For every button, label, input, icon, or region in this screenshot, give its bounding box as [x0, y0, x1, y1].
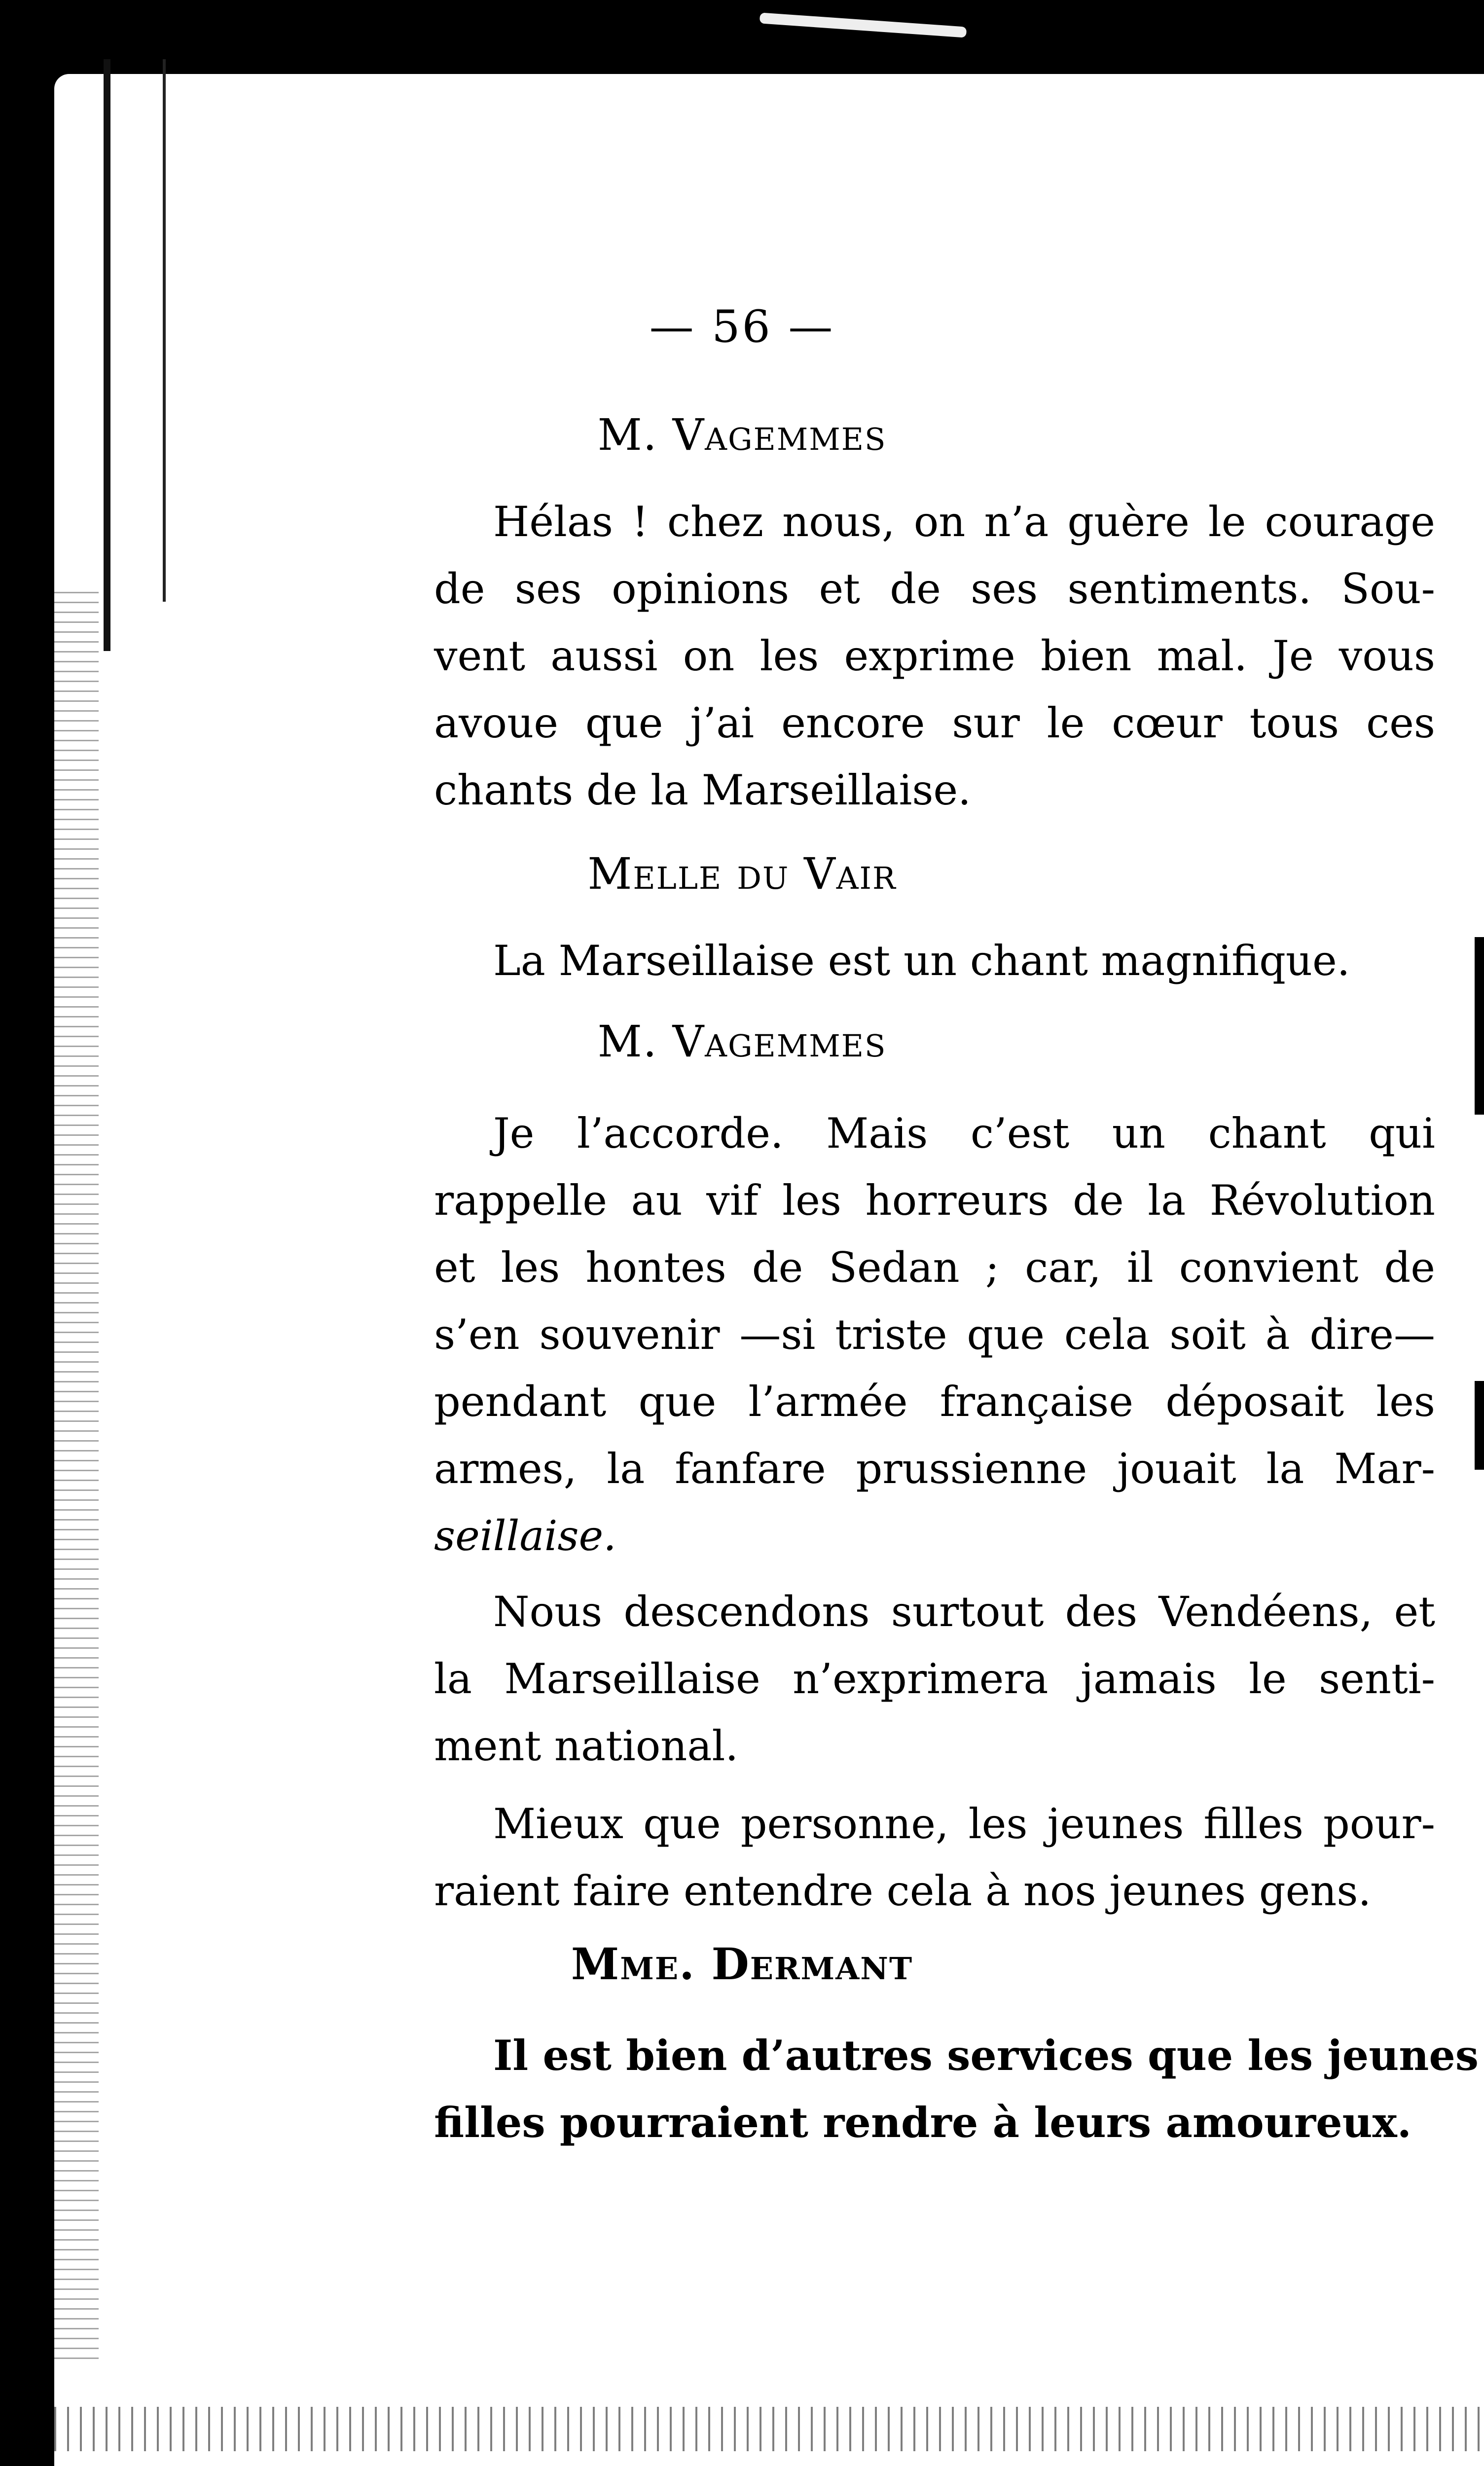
page-number: — 56 — [649, 301, 835, 353]
text-line: Mieux que personne, les jeunes filles pour- [493, 1800, 1435, 1848]
speaker-name: Melle du Vair [587, 848, 897, 899]
text-line: Je l’accorde. Mais c’est un chant qui [493, 1109, 1435, 1158]
text-line: La Marseillaise est un chant magnifique. [493, 937, 1350, 985]
text-line: Nous descendons surtout des Vendéens, et [493, 1588, 1435, 1636]
text-line: rappelle au vif les horreurs de la Révolution [434, 1176, 1435, 1225]
text-line: Hélas ! chez nous, on n’a guère le courage [493, 498, 1435, 546]
scan-smear [760, 12, 967, 37]
paragraph [434, 927, 1435, 994]
binding-edge [104, 59, 110, 651]
text-line: s’en souvenir —si triste que cela soit à dire— [434, 1310, 1435, 1359]
scan-edge-mark [1475, 1381, 1484, 1470]
speaker-heading: Mme. Dermant [571, 1938, 913, 1990]
speaker-heading [0, 848, 1484, 899]
paragraph [434, 2022, 1479, 2156]
text-line: seillaise. [434, 1512, 616, 1560]
text-line: chants de la Marseillaise. [434, 766, 971, 814]
text-line: et les hontes de Sedan ; car, il convient de [434, 1243, 1435, 1292]
speaker-heading: M. Vagemmes [597, 409, 887, 460]
paragraph [434, 1790, 1435, 1924]
text-line: ment national. [434, 1722, 739, 1770]
text-line: vent aussi on les exprime bien mal. Je vous [434, 632, 1435, 680]
scan-noise-bottom [54, 2407, 1484, 2451]
text-line: armes, la fanfare prussienne jouait la Mar- [434, 1445, 1435, 1493]
text-line: la Marseillaise n’exprimera jamais le senti- [434, 1655, 1435, 1703]
text-line: pendant que l’armée française déposait les [434, 1378, 1435, 1426]
text-line: de ses opinions et de ses sentiments. Sou- [434, 565, 1435, 613]
paragraph [434, 1578, 1435, 1779]
paragraph [434, 488, 1435, 824]
text-line: filles pourraient rendre à leurs amoureux. [434, 2098, 1412, 2147]
speaker-heading: M. Vagemmes [597, 1016, 887, 1067]
text-line: avoue que j’ai encore sur le cœur tous ces [434, 699, 1435, 747]
text-line: Il est bien d’autres services que les jeunes [493, 2031, 1479, 2080]
text-line: raient faire entendre cela à nos jeunes gens. [434, 1867, 1372, 1915]
paragraph [434, 1100, 1435, 1569]
